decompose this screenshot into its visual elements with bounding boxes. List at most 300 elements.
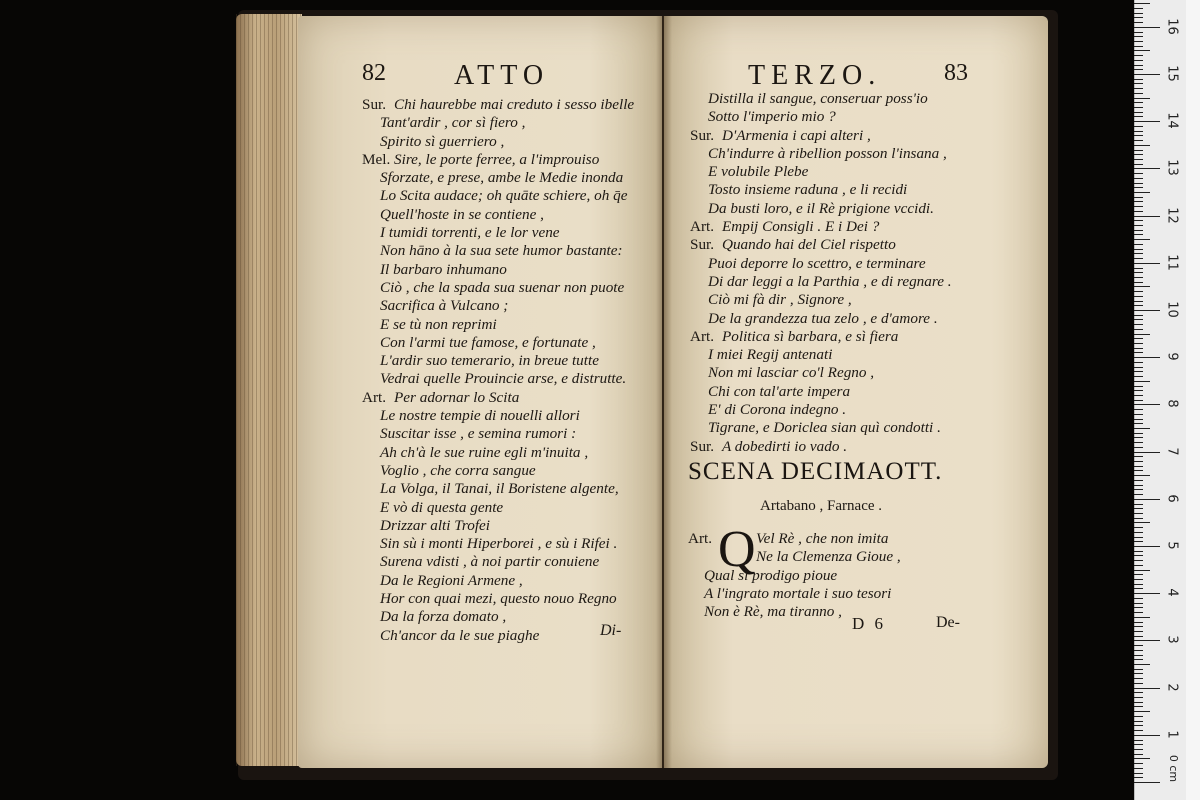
verse-text: Distilla il sangue, conseruar poss'io xyxy=(708,90,928,107)
text-line xyxy=(362,334,634,352)
ruler-tick xyxy=(1134,69,1143,70)
ruler-tick xyxy=(1134,319,1143,320)
speech-line: Qual si prodigo pioue xyxy=(704,566,838,584)
verse-text: Quando hai del Ciel rispetto xyxy=(722,236,896,254)
ruler-tick xyxy=(1134,27,1160,28)
ruler-tick xyxy=(1134,211,1143,212)
ruler-tick xyxy=(1134,249,1143,250)
text-line xyxy=(690,90,952,108)
speech-text xyxy=(704,530,901,621)
ruler-tick xyxy=(1134,758,1150,759)
ruler-tick xyxy=(1134,65,1143,66)
ruler-number: 15 xyxy=(1164,65,1180,82)
ruler-tick xyxy=(1134,636,1143,637)
ruler-tick xyxy=(1134,513,1143,514)
ruler-tick xyxy=(1134,485,1143,486)
text-line xyxy=(362,462,634,480)
text-line xyxy=(690,108,952,126)
speech-line: Non è Rè, ma tiranno , xyxy=(704,603,842,621)
text-line xyxy=(362,517,634,535)
ruler-tick xyxy=(1134,603,1143,604)
text-line xyxy=(362,499,634,517)
ruler-tick xyxy=(1134,664,1150,665)
ruler-tick xyxy=(1134,343,1143,344)
ruler-tick xyxy=(1134,145,1150,146)
ruler-tick xyxy=(1134,371,1143,372)
ruler-tick xyxy=(1134,390,1143,391)
speech-speaker: Art. xyxy=(688,530,713,547)
ruler-tick xyxy=(1134,645,1143,646)
text-line xyxy=(690,181,952,199)
ruler-tick xyxy=(1134,617,1150,618)
ruler-tick xyxy=(1134,192,1150,193)
verse-text: Da le Regioni Armene , xyxy=(380,571,523,589)
ruler-tick xyxy=(1134,702,1143,703)
ruler-tick xyxy=(1134,546,1160,547)
ruler-tick xyxy=(1134,508,1143,509)
right-catchword: De- xyxy=(936,614,960,631)
signature-mark: D 6 xyxy=(852,614,887,633)
ruler-tick xyxy=(1134,357,1160,358)
ruler-number: 16 xyxy=(1164,18,1180,35)
ruler-tick xyxy=(1134,126,1143,127)
ruler-tick xyxy=(1134,310,1160,311)
ruler-tick xyxy=(1134,150,1143,151)
ruler-tick xyxy=(1134,362,1143,363)
text-line xyxy=(690,255,952,273)
ruler-tick xyxy=(1134,168,1160,169)
ruler-tick xyxy=(1134,749,1143,750)
speaker-label: Art. xyxy=(690,218,715,236)
verse-text: E se tù non reprimi xyxy=(380,315,497,333)
ruler-tick xyxy=(1134,626,1143,627)
ruler-tick xyxy=(1134,183,1143,184)
ruler-tick xyxy=(1134,428,1150,429)
ruler-tick xyxy=(1134,41,1143,42)
left-catchword: Di- xyxy=(600,622,622,639)
ruler-tick xyxy=(1134,98,1150,99)
text-line xyxy=(362,279,634,297)
ruler-tick xyxy=(1134,50,1150,51)
ruler-tick xyxy=(1134,711,1150,712)
ruler-tick xyxy=(1134,395,1143,396)
ruler-tick xyxy=(1134,116,1143,117)
ruler-tick xyxy=(1134,706,1143,707)
ruler-tick xyxy=(1134,452,1160,453)
right-page-text xyxy=(690,90,952,456)
text-line xyxy=(690,438,952,456)
ruler-tick xyxy=(1134,367,1143,368)
ruler-tick xyxy=(1134,404,1160,405)
text-line xyxy=(362,425,634,443)
ruler-tick xyxy=(1134,754,1143,755)
ruler-tick xyxy=(1134,721,1143,722)
verse-text: I miei Regij antenati xyxy=(708,346,833,364)
text-line xyxy=(362,590,634,608)
verse-text: Drizzar alti Trofei xyxy=(380,516,490,534)
text-line xyxy=(690,236,952,254)
verse-text: Non mi lasciar co'l Regno , xyxy=(708,364,875,382)
ruler-tick xyxy=(1134,551,1143,552)
ruler-tick xyxy=(1134,673,1143,674)
verse-text: Spirito sì guerriero , xyxy=(380,132,505,150)
ruler-tick xyxy=(1134,83,1143,84)
verse-text: L'ardir suo temerario, in breue tutte xyxy=(380,352,599,370)
scene-characters: Artabano , Farnace . xyxy=(760,498,883,514)
ruler-tick xyxy=(1134,437,1143,438)
ruler-tick xyxy=(1134,697,1143,698)
ruler-tick xyxy=(1134,607,1143,608)
ruler-tick xyxy=(1134,570,1150,571)
text-line xyxy=(362,224,634,242)
ruler-tick xyxy=(1134,329,1143,330)
ruler-tick xyxy=(1134,782,1160,783)
ruler-tick xyxy=(1134,622,1143,623)
ruler-tick xyxy=(1134,631,1143,632)
text-line xyxy=(362,261,634,279)
speaker-label: Art. xyxy=(362,388,387,406)
verse-text: Suscitar isse , e semina rumori : xyxy=(380,425,577,443)
ruler-tick xyxy=(1134,253,1143,254)
ruler-tick xyxy=(1134,352,1143,353)
ruler-tick xyxy=(1134,768,1143,769)
text-line xyxy=(362,535,634,553)
text-line xyxy=(362,370,634,388)
right-running-head: TERZO. xyxy=(748,60,882,91)
speech-line: A l'ingrato mortale i suo tesori xyxy=(704,584,892,602)
ruler-tick xyxy=(1134,79,1143,80)
ruler-edge xyxy=(1186,0,1200,800)
ruler-number: 3 xyxy=(1164,635,1180,645)
text-line xyxy=(690,419,952,437)
ruler-tick xyxy=(1134,522,1150,523)
ruler-tick xyxy=(1134,588,1143,589)
verse-text: Sotto l'imperio mio ? xyxy=(708,108,836,126)
verse-text: Ch'indurre à ribellion posson l'insana , xyxy=(708,144,947,162)
text-line xyxy=(362,572,634,590)
ruler-tick xyxy=(1134,683,1143,684)
ruler-number: 6 xyxy=(1164,494,1180,503)
verse-text: Chi haurebbe mai creduto i sesso ibelle xyxy=(394,96,635,113)
speaker-label: Sur. xyxy=(690,236,715,254)
ruler-tick xyxy=(1134,225,1143,226)
text-line xyxy=(362,151,634,169)
ruler-tick xyxy=(1134,400,1143,401)
verse-text: Tosto insieme raduna , e li recidi xyxy=(708,181,908,199)
ruler-number: 4 xyxy=(1164,588,1180,597)
verse-text: Con l'armi tue famose, e fortunate , xyxy=(380,333,596,351)
ruler-tick xyxy=(1134,716,1143,717)
ruler-tick xyxy=(1134,315,1143,316)
verse-text: E' di Corona indegno . xyxy=(708,401,847,419)
verse-text: Quell'hoste in se contiene , xyxy=(380,205,544,223)
ruler-number: 1 xyxy=(1164,730,1180,739)
text-line xyxy=(362,316,634,334)
ruler-tick xyxy=(1134,692,1143,693)
ruler-tick xyxy=(1134,334,1150,335)
ruler-tick xyxy=(1134,470,1143,471)
ruler-tick xyxy=(1134,258,1143,259)
text-line xyxy=(690,163,952,181)
text-line xyxy=(362,96,634,114)
ruler-tick xyxy=(1134,296,1143,297)
text-line xyxy=(362,627,634,645)
ruler-tick xyxy=(1134,650,1143,651)
ruler-tick xyxy=(1134,55,1143,56)
text-line xyxy=(690,383,952,401)
text-line xyxy=(362,133,634,151)
ruler-tick xyxy=(1134,560,1143,561)
ruler-tick xyxy=(1134,102,1143,103)
ruler-number: 9 xyxy=(1164,352,1180,361)
ruler-unit-label: 0 cm xyxy=(1167,754,1181,783)
ruler-tick xyxy=(1134,655,1143,656)
ruler-tick xyxy=(1134,659,1143,660)
ruler-number: 5 xyxy=(1164,541,1180,550)
verse-text: Empij Consigli . E i Dei ? xyxy=(722,218,880,236)
text-line xyxy=(690,200,952,218)
ruler-tick xyxy=(1134,678,1143,679)
text-line xyxy=(362,242,634,260)
text-line xyxy=(362,114,634,132)
verse-text: Surena vdisti , à noi partir conuiene xyxy=(380,553,600,571)
ruler-tick xyxy=(1134,414,1143,415)
verse-text: E vò di questa gente xyxy=(380,498,504,516)
text-line xyxy=(362,480,634,498)
ruler-tick xyxy=(1134,499,1160,500)
text-line xyxy=(362,407,634,425)
ruler-tick xyxy=(1134,239,1150,240)
ruler-tick xyxy=(1134,518,1143,519)
ruler-tick xyxy=(1134,480,1143,481)
ruler-tick xyxy=(1134,763,1143,764)
right-page-number: 83 xyxy=(944,60,968,86)
ruler-tick xyxy=(1134,419,1143,420)
ruler-tick xyxy=(1134,640,1160,641)
ruler-tick xyxy=(1134,272,1143,273)
ruler-tick xyxy=(1134,230,1143,231)
ruler-tick xyxy=(1134,593,1160,594)
speaker-label: Sur. xyxy=(690,437,715,455)
ruler-tick xyxy=(1134,461,1143,462)
verse-text: Di dar leggi a la Parthia , e di regnare . xyxy=(708,272,952,290)
verse-text: Il barbaro inhumano xyxy=(380,260,507,278)
ruler-number: 8 xyxy=(1164,399,1180,409)
ruler-tick xyxy=(1134,112,1143,113)
scene-title: SCENA DECIMAOTT. xyxy=(688,458,943,485)
text-line xyxy=(362,206,634,224)
ruler-tick xyxy=(1134,216,1160,217)
text-line xyxy=(690,310,952,328)
ruler-number: 7 xyxy=(1164,446,1180,456)
text-line xyxy=(362,608,634,626)
verse-text: Sacrifica à Vulcano ; xyxy=(380,297,509,315)
verse-text: Ciò mi fà dir , Signore , xyxy=(708,291,852,309)
verse-text: E volubile Plebe xyxy=(708,163,809,181)
ruler-tick xyxy=(1134,286,1150,287)
text-line xyxy=(362,352,634,370)
text-line xyxy=(362,553,634,571)
text-line xyxy=(690,401,952,419)
ruler-tick xyxy=(1134,376,1143,377)
ruler-tick xyxy=(1134,324,1143,325)
ruler-tick xyxy=(1134,268,1143,269)
ruler-tick xyxy=(1134,282,1143,283)
verse-text: Da busti loro, e il Rè prigione vccidi. xyxy=(708,199,934,217)
verse-text: D'Armenia i capi alteri , xyxy=(722,126,871,144)
ruler-tick xyxy=(1134,740,1143,741)
verse-text: Non hāno à la sua sete humor bastante: xyxy=(380,242,623,260)
verse-text: Sire, le porte ferree, a l'improuiso xyxy=(394,150,600,168)
ruler-tick xyxy=(1134,154,1143,155)
ruler-number: 13 xyxy=(1164,159,1180,177)
verse-text: Vedrai quelle Prouincie arse, e distrutte. xyxy=(380,370,627,388)
ruler-tick xyxy=(1134,173,1143,174)
ruler-tick xyxy=(1134,32,1143,33)
ruler-tick xyxy=(1134,494,1143,495)
ruler-tick xyxy=(1134,164,1143,165)
speech-line: Vel Rè , che non imita xyxy=(756,530,889,547)
ruler-tick xyxy=(1134,131,1143,132)
ruler-tick xyxy=(1134,60,1143,61)
ruler-tick xyxy=(1134,565,1143,566)
ruler-tick xyxy=(1134,244,1143,245)
text-line xyxy=(362,297,634,315)
text-line xyxy=(690,328,952,346)
ruler-tick xyxy=(1134,456,1143,457)
ruler-tick xyxy=(1134,36,1143,37)
ruler-number: 14 xyxy=(1164,112,1180,129)
text-line xyxy=(690,127,952,145)
verse-text: Voglio , che corra sangue xyxy=(380,461,536,479)
ruler-tick xyxy=(1134,74,1160,75)
left-page-text xyxy=(362,96,634,645)
ruler-tick xyxy=(1134,669,1143,670)
verse-text: Ah ch'à le sue ruine egli m'inuita , xyxy=(380,443,589,461)
ruler-tick xyxy=(1134,735,1160,736)
ruler-tick xyxy=(1134,197,1143,198)
ruler-number: 12 xyxy=(1164,206,1180,224)
ruler-tick xyxy=(1134,541,1143,542)
text-line xyxy=(690,273,952,291)
verse-text: Chi con tal'arte impera xyxy=(708,382,851,400)
speaker-label: Sur. xyxy=(362,96,387,113)
ruler-tick xyxy=(1134,220,1143,221)
verse-text: Per adornar lo Scita xyxy=(394,388,520,406)
ruler-tick xyxy=(1134,527,1143,528)
ruler-tick xyxy=(1134,612,1143,613)
text-line xyxy=(362,444,634,462)
ruler-tick xyxy=(1134,88,1143,89)
ruler-tick xyxy=(1134,3,1150,4)
page-edges xyxy=(236,14,302,766)
verse-text: Da la forza domato , xyxy=(380,608,507,626)
ruler-tick xyxy=(1134,8,1143,9)
verse-text: Ciò , che la spada sua suenar non puote xyxy=(380,278,625,296)
ruler-tick xyxy=(1134,574,1143,575)
verse-text: De la grandezza tua zelo , e d'amore . xyxy=(708,309,938,327)
verse-text: La Volga, il Tanai, il Boristene algente, xyxy=(380,480,619,498)
verse-text: A dobedirti io vado . xyxy=(722,437,848,455)
verse-text: Sforzate, e prese, ambe le Medie inonda xyxy=(380,169,624,187)
ruler-number: 2 xyxy=(1164,682,1180,692)
left-running-head: ATTO xyxy=(454,60,550,91)
ruler-tick xyxy=(1134,730,1143,731)
ruler-tick xyxy=(1134,555,1143,556)
text-line xyxy=(362,389,634,407)
ruler-tick xyxy=(1134,598,1143,599)
verse-text: Sin sù i monti Hiperborei , e sù i Rifei . xyxy=(380,535,618,553)
ruler-tick xyxy=(1134,537,1143,538)
ruler-tick xyxy=(1134,121,1160,122)
ruler-tick xyxy=(1134,178,1143,179)
ruler-tick xyxy=(1134,579,1143,580)
ruler-tick xyxy=(1134,409,1143,410)
ruler-tick xyxy=(1134,386,1143,387)
ruler-tick xyxy=(1134,584,1143,585)
book-gutter xyxy=(656,16,672,768)
text-line xyxy=(362,169,634,187)
ruler-tick xyxy=(1134,466,1143,467)
ruler-tick xyxy=(1134,338,1143,339)
text-line xyxy=(362,187,634,205)
ruler-tick xyxy=(1134,159,1143,160)
ruler-tick xyxy=(1134,475,1150,476)
ruler-tick xyxy=(1134,277,1143,278)
ruler-tick xyxy=(1134,773,1143,774)
ruler-number: 11 xyxy=(1164,254,1180,271)
ruler-tick xyxy=(1134,447,1143,448)
text-line xyxy=(690,291,952,309)
speaker-label: Sur. xyxy=(690,126,715,144)
ruler-tick xyxy=(1134,206,1143,207)
ruler-tick xyxy=(1134,433,1143,434)
speaker-label: Mel. xyxy=(362,150,391,168)
verse-text: Tigrane, e Doriclea sian quì condotti . xyxy=(708,419,941,437)
ruler-tick xyxy=(1134,291,1143,292)
ruler-tick xyxy=(1134,17,1143,18)
ruler-tick xyxy=(1134,504,1143,505)
ruler-tick xyxy=(1134,777,1143,778)
text-line xyxy=(690,145,952,163)
speech-line: Ne la Clemenza Gioue , xyxy=(756,548,901,566)
ruler-tick xyxy=(1134,135,1143,136)
verse-text: Le nostre tempie di nouelli allori xyxy=(380,407,580,425)
ruler-tick xyxy=(1134,234,1143,235)
ruler-tick xyxy=(1134,688,1160,689)
ruler-tick xyxy=(1134,305,1143,306)
text-line xyxy=(690,346,952,364)
ruler-tick xyxy=(1134,442,1143,443)
ruler-tick xyxy=(1134,532,1143,533)
ruler-tick xyxy=(1134,13,1143,14)
ruler-number: 10 xyxy=(1164,301,1180,318)
ruler-tick xyxy=(1134,381,1150,382)
verse-text: Puoi deporre lo scettro, e terminare xyxy=(708,254,926,272)
text-line xyxy=(690,364,952,382)
ruler-tick xyxy=(1134,489,1143,490)
ruler-tick xyxy=(1134,301,1143,302)
speaker-label: Art. xyxy=(690,327,715,345)
ruler-tick xyxy=(1134,348,1143,349)
ruler-tick xyxy=(1134,107,1143,108)
ruler-tick xyxy=(1134,140,1143,141)
ruler-tick xyxy=(1134,187,1143,188)
ruler-tick xyxy=(1134,22,1143,23)
verse-text: Politica sì barbara, e sì fiera xyxy=(722,327,899,345)
left-page-number: 82 xyxy=(362,60,386,86)
drop-capital: Q xyxy=(718,521,756,578)
